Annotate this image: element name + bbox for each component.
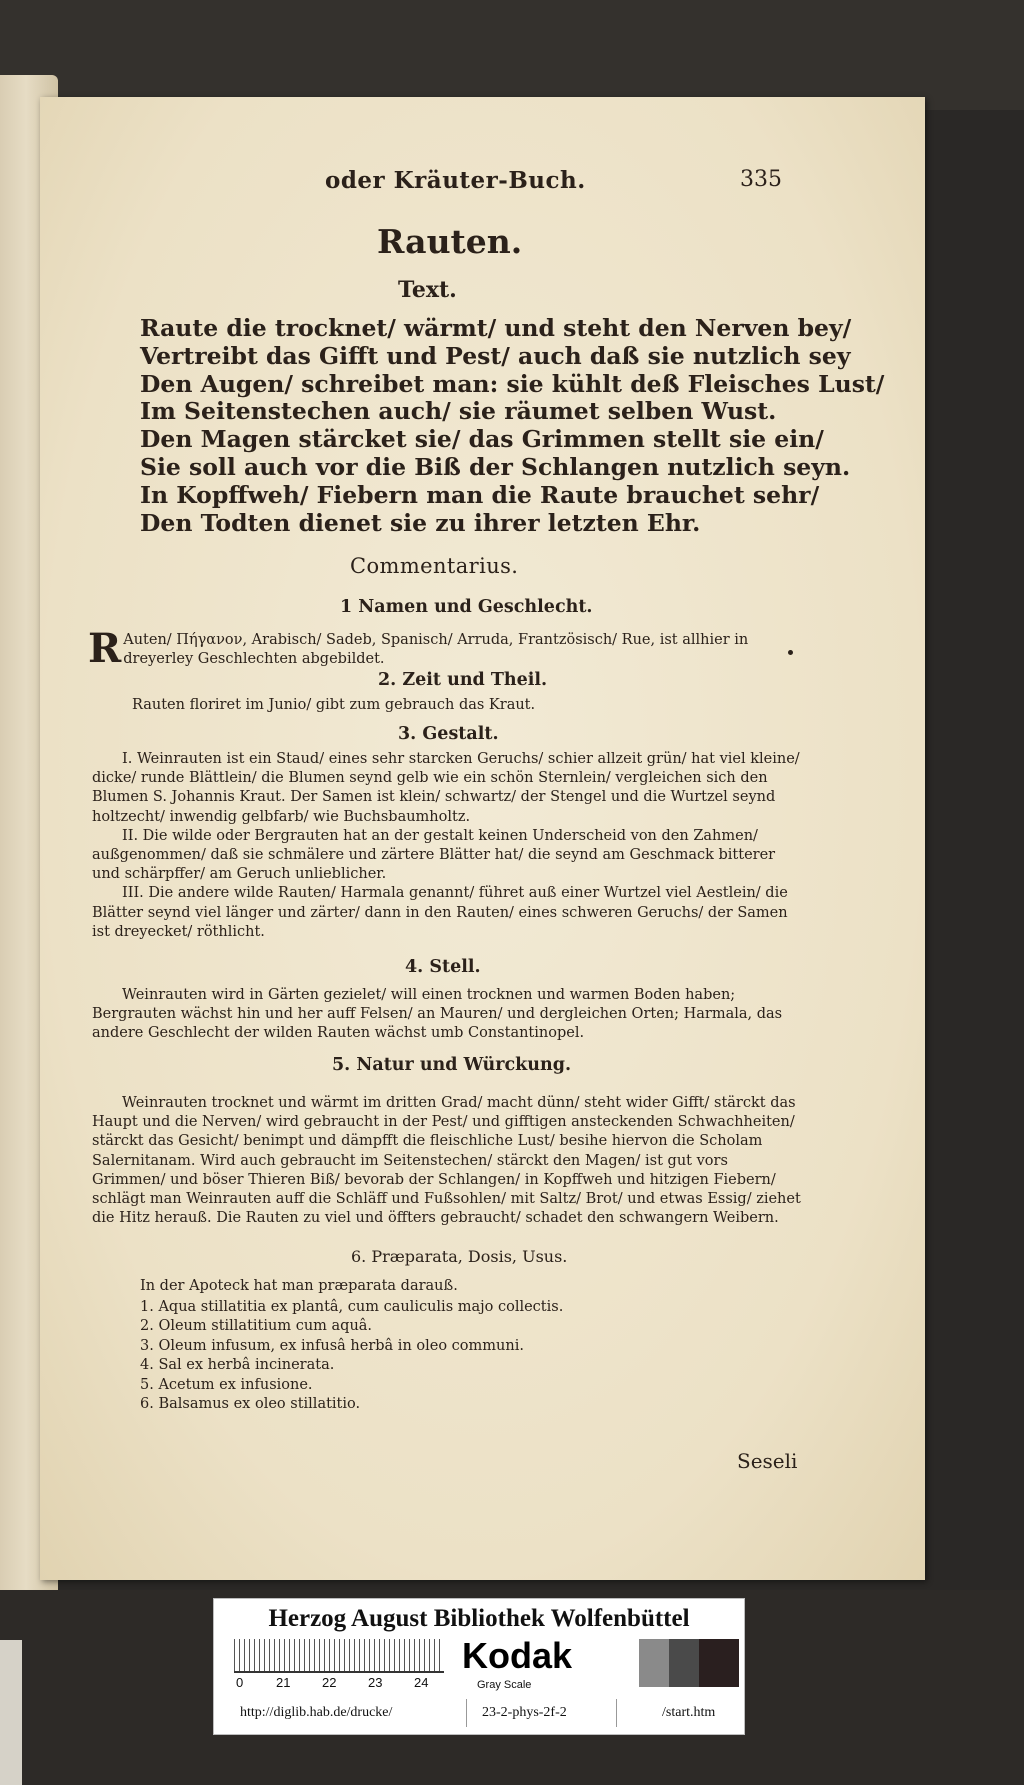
ruler-tick: 23 (368, 1675, 383, 1690)
section-heading-names: 1 Namen und Geschlecht. (340, 597, 593, 617)
poem-line: Vertreibt das Gifft und Pest/ auch daß sie nutzlich sey (140, 341, 851, 370)
section-names-text (88, 625, 800, 672)
commentarius-heading: Commentarius. (350, 554, 519, 578)
place-paragraph: Weinrauten wird in Gärten gezielet/ will einen trocknen und warmen Boden haben; Bergrauten wächst hin und her auff Felsen/ an Mauren/ und dergleichen Orten; Harmala, das andere Geschlecht der wilden Rauten wächst umb Constantinopel. (92, 987, 783, 1042)
names-paragraph: Auten/ Πήγανον, Arabisch/ Sadeb, Spanisch/ Arruda, Frantzösisch/ Rue, ist allhier in dreyerley Geschlechten abgebildet. (123, 632, 749, 668)
list-item: 2. Oleum stillatitium cum aquâ. (140, 1318, 373, 1334)
ruler-tick: 0 (236, 1675, 244, 1690)
calibration-card (213, 1598, 745, 1735)
text-heading: Text. (398, 277, 457, 303)
list-item: 6. Balsamus ex oleo stillatitio. (140, 1396, 361, 1412)
ruler-tick: 22 (322, 1675, 337, 1690)
nature-paragraph: Weinrauten trocknet und wärmt im dritten Grad/ macht dünn/ steht wider Gifft/ stärckt das Haupt und die Nerven/ wird gebraucht in der Pest/ und gifftigen ansteckenden Schwachheiten/ stärckt das Gesicht/ benimpt und dämpfft die fleischliche Lust/ besihe hiervon die Scholam Salernitanam. Wird auch gebraucht im Seitenstechen/ stärckt den Magen/ ist gut vors Grimmen/ und böser Thieren Biß/ bevorab der Schlangen/ in Kopffweh und hitzigen Fiebern/ schlägt man Weinrauten auff die Schläff und Fußsohlen/ mit Saltz/ Brot/ und etwas Essig/ ziehet die Hitz herauß. Die Rauten zu viel und öffters gebraucht/ schadet den schwangern Weibern. (92, 1095, 801, 1227)
book-page (40, 97, 925, 1580)
list-item: 1. Aqua stillatitia ex plantâ, cum cauliculis majo collectis. (140, 1298, 564, 1315)
scan-left-edge (0, 1640, 22, 1785)
ink-dot (788, 650, 793, 655)
preparations-intro: In der Apoteck hat man præparata darauß. (140, 1278, 458, 1294)
catchword: Seseli (737, 1449, 798, 1473)
page-title: Rauten. (377, 222, 523, 261)
section-heading-form: 3. Gestalt. (398, 724, 499, 744)
poem-line: Den Todten dienet sie zu ihrer letzten Ehr. (140, 508, 701, 537)
ruler-tick: 24 (414, 1675, 429, 1690)
section-heading-time: 2. Zeit und Theil. (378, 670, 548, 690)
preparations-list (140, 1277, 563, 1415)
form-paragraph-3: III. Die andere wilde Rauten/ Harmala genannt/ führet auß einer Wurtzel viel Aestlein/ die Blätter seynd viel länger und zärter/ dann in den Rauten/ eines schweren Geruchs/ der Samen ist dreyecket/ röthlicht. (92, 885, 788, 940)
poem-line: Sie soll auch vor die Biß der Schlangen nutzlich seyn. (140, 452, 851, 481)
poem-line: Raute die trocknet/ wärmt/ und steht den Nerven bey/ (140, 314, 852, 342)
url-divider (616, 1699, 617, 1727)
poem (140, 315, 884, 537)
url-start-link[interactable]: /start.htm (662, 1705, 716, 1720)
library-title: Herzog August Bibliothek Wolfenbüttel (268, 1605, 690, 1632)
form-section (92, 750, 802, 942)
list-item: 4. Sal ex herbâ incinerata. (140, 1357, 335, 1373)
url-divider (466, 1699, 467, 1727)
url-signature: 23-2-phys-2f-2 (482, 1705, 567, 1720)
list-item: 5. Acetum ex infusione. (140, 1376, 313, 1393)
form-paragraph-2: II. Die wilde oder Bergrauten hat an der gestalt keinen Underscheid von den Zahmen/ außgenommen/ daß sie schmälere und zärtere Blätter hat/ die seynd am Geschmack bitterer und schärpffer/ am Geruch unlieblicher. (92, 827, 776, 883)
ruler-tick: 21 (276, 1675, 291, 1690)
ruler (234, 1639, 444, 1673)
poem-line: In Kopffweh/ Fiebern man die Raute brauchet sehr/ (140, 480, 820, 509)
time-paragraph: Rauten floriret im Junio/ gibt zum gebrauch das Kraut. (132, 697, 536, 713)
page-number: 335 (740, 167, 782, 192)
section-heading-nature: 5. Natur und Würckung. (332, 1055, 572, 1075)
form-paragraph-1: I. Weinrauten ist ein Staud/ eines sehr starcken Geruchs/ schier allzeit grün/ hat viel kleine/ dicke/ runde Blättlein/ die Blumen seynd gelb wie ein schön Sternlein/ vergleichen sich den Blumen S. Johannis Kraut. Der Samen ist klein/ schwartz/ der Stengel und die Wurtzel seynd holtzecht/ inwendig gelbfarb/ wie Buchsbaumholtz. (92, 751, 800, 825)
gray-swatch-dark (699, 1639, 739, 1687)
drop-cap: R (88, 625, 122, 672)
url-base-link[interactable]: http://diglib.hab.de/drucke/ (240, 1705, 393, 1720)
running-head: oder Kräuter-Buch. (325, 167, 586, 194)
background-top (0, 0, 1024, 110)
kodak-logo: Kodak (462, 1635, 573, 1676)
section-heading-preparations: 6. Præparata, Dosis, Usus. (351, 1247, 568, 1266)
section-heading-place: 4. Stell. (405, 957, 481, 977)
list-item: 3. Oleum infusum, ex infusâ herbâ in oleo communi. (140, 1337, 524, 1354)
gray-scale-label: Gray Scale (477, 1679, 532, 1691)
poem-line: Den Magen stärcket sie/ das Grimmen stellt sie ein/ (140, 425, 824, 454)
poem-line: Im Seitenstechen auch/ sie räumet selben Wust. (140, 397, 777, 426)
poem-line: Den Augen/ schreibet man: sie kühlt deß Fleisches Lust/ (140, 369, 885, 398)
